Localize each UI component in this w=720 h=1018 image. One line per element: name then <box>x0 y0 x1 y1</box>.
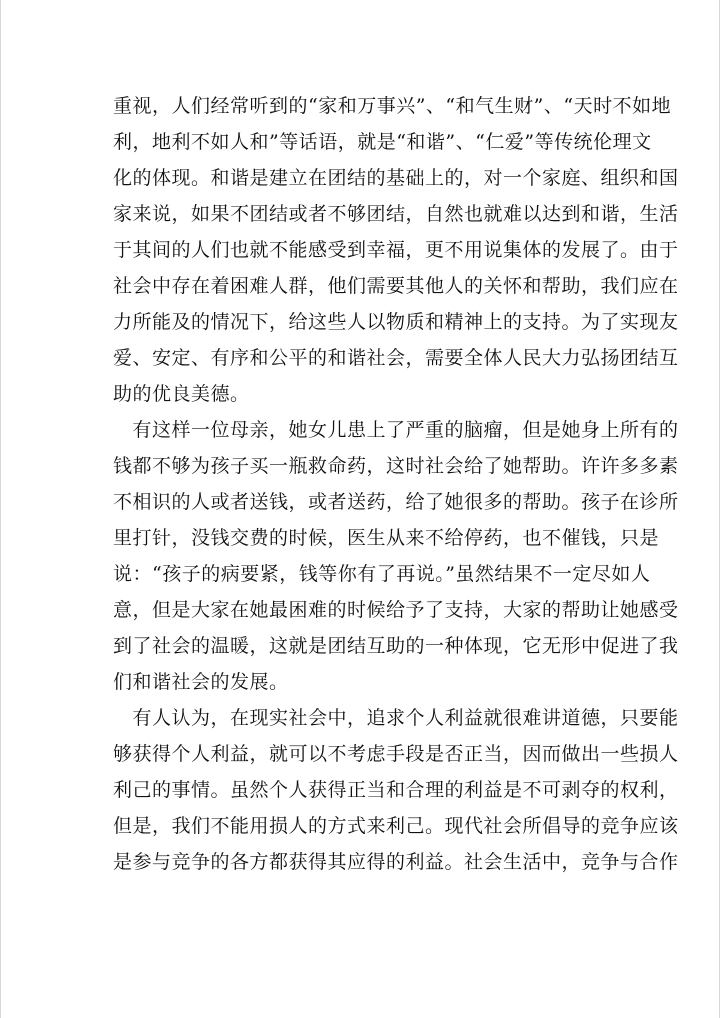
text-line: 意，但是大家在她最困难的时候给予了支持，大家的帮助让她感受 <box>113 599 679 621</box>
text-line: 力所能及的情况下，给这些人以物质和精神上的支持。为了实现友 <box>113 311 679 333</box>
text-line: 利，地利不如人和”等话语，就是“和谐”、“仁爱”等传统伦理文 <box>113 131 652 153</box>
text-line: 钱都不够为孩子买一瓶救命药，这时社会给了她帮助。许许多多素 <box>113 455 679 477</box>
text-line: 家来说，如果不团结或者不够团结，自然也就难以达到和谐，生活 <box>113 203 679 225</box>
text-line: 利己的事情。虽然个人获得正当和合理的利益是不可剥夺的权利， <box>113 779 679 801</box>
text-line: 但是，我们不能用损人的方式来利己。现代社会所倡导的竞争应该 <box>113 815 679 837</box>
text-line: 爱、安定、有序和公平的和谐社会，需要全体人民大力弘扬团结互 <box>113 347 679 369</box>
text-line: 们和谐社会的发展。 <box>113 671 289 693</box>
text-line: 够获得个人利益，就可以不考虑手段是否正当，因而做出一些损人 <box>113 743 679 765</box>
text-line: 不相识的人或者送钱，或者送药，给了她很多的帮助。孩子在诊所 <box>113 491 679 513</box>
paragraph-1 <box>113 88 679 412</box>
text-line: 重视，人们经常听到的“家和万事兴”、“和气生财”、“天时不如地 <box>113 95 672 117</box>
text-line: 里打针，没钱交费的时候，医生从来不给停药，也不催钱，只是 <box>113 527 660 549</box>
text-line: 社会中存在着困难人群，他们需要其他人的关怀和帮助，我们应在 <box>113 275 679 297</box>
text-line: 有人认为，在现实社会中，追求个人利益就很难讲道德，只要能 <box>113 707 679 729</box>
text-line: 于其间的人们也就不能感受到幸福，更不用说集体的发展了。由于 <box>113 239 679 261</box>
text-line: 是参与竞争的各方都获得其应得的利益。社会生活中，竞争与合作 <box>113 851 679 873</box>
text-line: 说：“孩子的病要紧，钱等你有了再说。”虽然结果不一定尽如人 <box>113 563 651 585</box>
paragraph-3 <box>113 700 679 880</box>
document-body <box>113 88 679 880</box>
text-line: 助的优良美德。 <box>113 383 250 405</box>
text-line: 到了社会的温暖，这就是团结互助的一种体现，它无形中促进了我 <box>113 635 679 657</box>
paragraph-2 <box>113 412 679 700</box>
text-line: 化的体现。和谐是建立在团结的基础上的，对一个家庭、组织和国 <box>113 167 679 189</box>
text-line: 有这样一位母亲，她女儿患上了严重的脑瘤，但是她身上所有的 <box>113 419 679 441</box>
